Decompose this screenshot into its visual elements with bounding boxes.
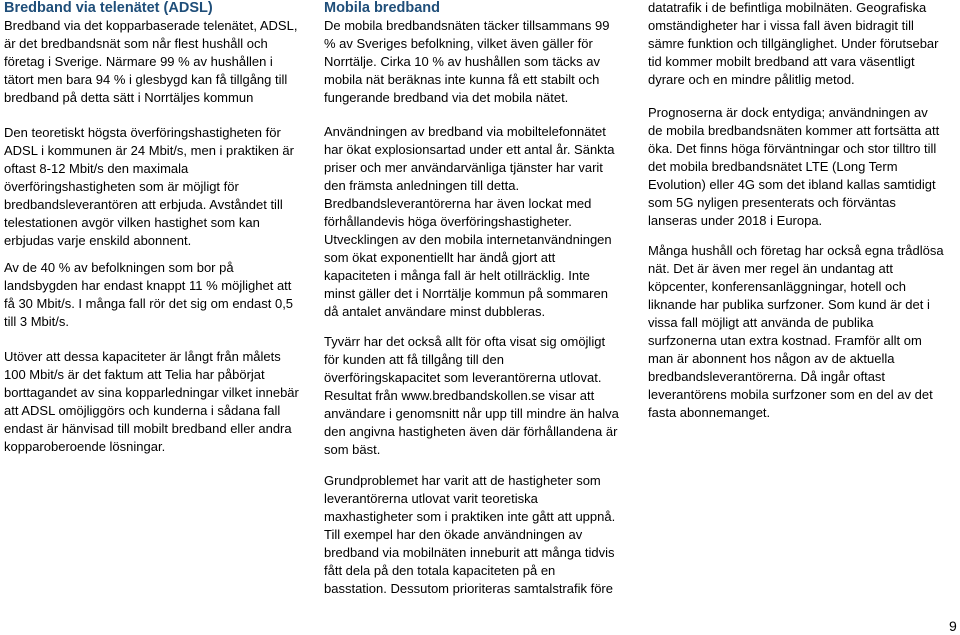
text-line: att ADSL omöjliggörs och kunderna i sådana fall — [4, 403, 281, 418]
text-line: oftast 8-12 Mbit/s den maximala — [4, 161, 189, 176]
text-line: leverantörerna utlovat varit teoretiska — [324, 491, 538, 506]
text-line: då antalet användare minst dubbleras. — [324, 304, 546, 319]
text-line: bredband på detta sätt i Norrtäljes kommun — [4, 90, 254, 105]
text-line: maxhastigheter som i praktiken inte gått att uppnå. — [324, 509, 616, 524]
text-line: Av de 40 % av befolkningen som bor på — [4, 260, 234, 275]
text-line: det mobila bredbandsnätet LTE (Long Term — [648, 159, 898, 174]
text-line: öka. Det finns höga förväntningar och stor tilltro till — [648, 141, 937, 156]
text-line: Många hushåll och företag har också egna trådlösa — [648, 243, 944, 258]
text-line: den angivna hastigheten även där förhållandena är — [324, 424, 618, 439]
paragraph-mobile-geography — [648, 0, 939, 89]
text-line: liknande har publika surfzoner. Som kund är det i — [648, 297, 930, 312]
text-line: mobila nät beräknas inte kunna få ett stabilt och — [324, 72, 600, 87]
text-line: vissa fall möjligt att använda de publika — [648, 315, 874, 330]
text-line: landsbygden har endast knappt 11 % möjlighet att — [4, 278, 292, 293]
text-line: få 30 Mbit/s. I många fall rör det sig om endast 0,5 — [4, 296, 294, 311]
text-line: surfzonerna utan extra kostnad. Framför allt om — [648, 333, 922, 348]
text-line: Tyvärr har det också allt för ofta visat sig omöjligt — [324, 334, 606, 349]
text-line: användare i genomsnitt når upp till mindre än halva — [324, 406, 619, 421]
text-line: bredbandsleverantörerna. Då ingår oftast — [648, 369, 886, 384]
text-line: man är abonnent hos någon av de aktuella — [648, 351, 895, 366]
text-line: datatrafik i de befintliga mobilnäten. Geografiska — [648, 0, 927, 15]
text-line: omständigheter har i vissa fall även bidragit till — [648, 18, 914, 33]
text-line: lanseras under 2018 i Europa. — [648, 213, 823, 228]
text-line: borttagandet av sina kopparledningar vilket innebär — [4, 385, 299, 400]
text-line: Användningen av bredband via mobiltelefonnätet — [324, 124, 606, 139]
paragraph-adsl-rural — [4, 259, 293, 331]
text-line: fått dela på den totala kapaciteten på en — [324, 563, 556, 578]
section-heading-adsl: Bredband via telenätet (ADSL) — [4, 0, 213, 16]
text-line: Utöver att dessa kapaciteter är långt från målets — [4, 349, 281, 364]
text-line: tid kommer mobilt bredband att vara väsentligt — [648, 54, 915, 69]
text-line: bredband via mobilnäten inneburit att många tidvis — [324, 545, 615, 560]
text-line: är det bredbandsnät som når flest hushåll och — [4, 36, 268, 51]
text-line: förhållandevis höga överföringshastigheter. — [324, 214, 572, 229]
paragraph-adsl-speed — [4, 124, 294, 250]
text-line: tätort men bara 94 % i glesbygd kan få tillgång till — [4, 72, 288, 87]
text-line: basstation. Dessutom prioriteras samtalstrafik före — [324, 581, 613, 596]
text-line: priser och mer användarvänliga tjänster har varit — [324, 160, 603, 175]
paragraph-adsl-copper — [4, 348, 299, 456]
text-line: Prognoserna är dock entydiga; användningen av — [648, 105, 928, 120]
text-line: Den teoretiskt högsta överföringshastigheten för — [4, 125, 281, 140]
paragraph-mobile-problem — [324, 472, 615, 598]
text-line: som 5G nyligen presenterats och förväntas — [648, 195, 896, 210]
text-line: 100 Mbit/s är det faktum att Telia har påbörjat — [4, 367, 265, 382]
paragraph-mobile-capacity — [324, 333, 619, 459]
text-line: telestationen avgör vilken hastighet som kan — [4, 215, 260, 230]
text-line: de mobila bredbandsnäten kommer att fortsätta att — [648, 123, 940, 138]
text-line: som bäst. — [324, 442, 381, 457]
text-line: Bredband via det kopparbaserade telenätet, ADSL, — [4, 18, 298, 33]
text-line: köpcenter, konferensanläggningar, hotell och — [648, 279, 907, 294]
text-line: minst gäller det i Norrtälje kommun på sommaren — [324, 286, 608, 301]
text-line: erbjudas varje enskild abonnent. — [4, 233, 192, 248]
section-heading-mobile: Mobila bredband — [324, 0, 440, 16]
paragraph-adsl-intro — [4, 17, 297, 107]
text-line: överföringskapacitet som leverantörerna utlovat. — [324, 370, 602, 385]
text-line: Utvecklingen av den mobila internetanvändningen — [324, 232, 612, 247]
text-line: dyrare och en mindre pålitlig metod. — [648, 72, 855, 87]
text-line: Norrtälje. Cirka 10 % av hushållen som täcks av — [324, 54, 601, 69]
text-line: fasta abonnemanget. — [648, 405, 771, 420]
text-line: för kunden att få tillgång till den — [324, 352, 504, 367]
text-line: fungerande bredband via det mobila nätet. — [324, 90, 569, 105]
text-line: De mobila bredbandsnäten täcker tillsammans 99 — [324, 18, 610, 33]
text-line: Till exempel har den ökade användningen av — [324, 527, 583, 542]
text-line: kopparoberoende lösningar. — [4, 439, 166, 454]
text-line: leverantörens mobila surfzoner som en del av det — [648, 387, 933, 402]
text-line: % av Sveriges befolkning, vilket även gäller för — [324, 36, 593, 51]
text-line: bredbandsleverantören att erbjuda. Avståndet till — [4, 197, 283, 212]
paragraph-mobile-usage — [324, 123, 615, 321]
text-line: överföringshastigheten som är möjligt för — [4, 179, 239, 194]
page-number: 9 — [949, 618, 957, 634]
text-line: Bredbandsleverantörerna har även lockat med — [324, 196, 592, 211]
paragraph-mobile-forecast — [648, 104, 939, 230]
text-line: ADSL i kommunen är 24 Mbit/s, men i praktiken är — [4, 143, 294, 158]
text-line: nät. Det är även mer regel än undantag att — [648, 261, 893, 276]
text-line: Grundproblemet har varit att de hastigheter som — [324, 473, 601, 488]
paragraph-wireless-networks — [648, 242, 944, 422]
text-line: företag i Sverige. Närmare 99 % av hushållen i — [4, 54, 273, 69]
text-line: Evolution) eller 4G som det ibland kallas samtidigt — [648, 177, 936, 192]
text-line: som ökat exponentiellt har ändå gjort att — [324, 250, 556, 265]
text-line: den främsta anledningen till detta. — [324, 178, 520, 193]
paragraph-mobile-coverage — [324, 17, 609, 107]
text-line: Resultat från www.bredbandskollen.se visar att — [324, 388, 595, 403]
text-line: har ökat explosionsartad under ett antal år. Sänkta — [324, 142, 615, 157]
text-line: kapaciteten i många fall är helt otillräcklig. Inte — [324, 268, 590, 283]
text-line: sämre funktion och tillgänglighet. Under förutsebar — [648, 36, 939, 51]
text-line: endast är hänvisad till mobilt bredband eller andra — [4, 421, 292, 436]
text-line: till 3 Mbit/s. — [4, 314, 70, 329]
